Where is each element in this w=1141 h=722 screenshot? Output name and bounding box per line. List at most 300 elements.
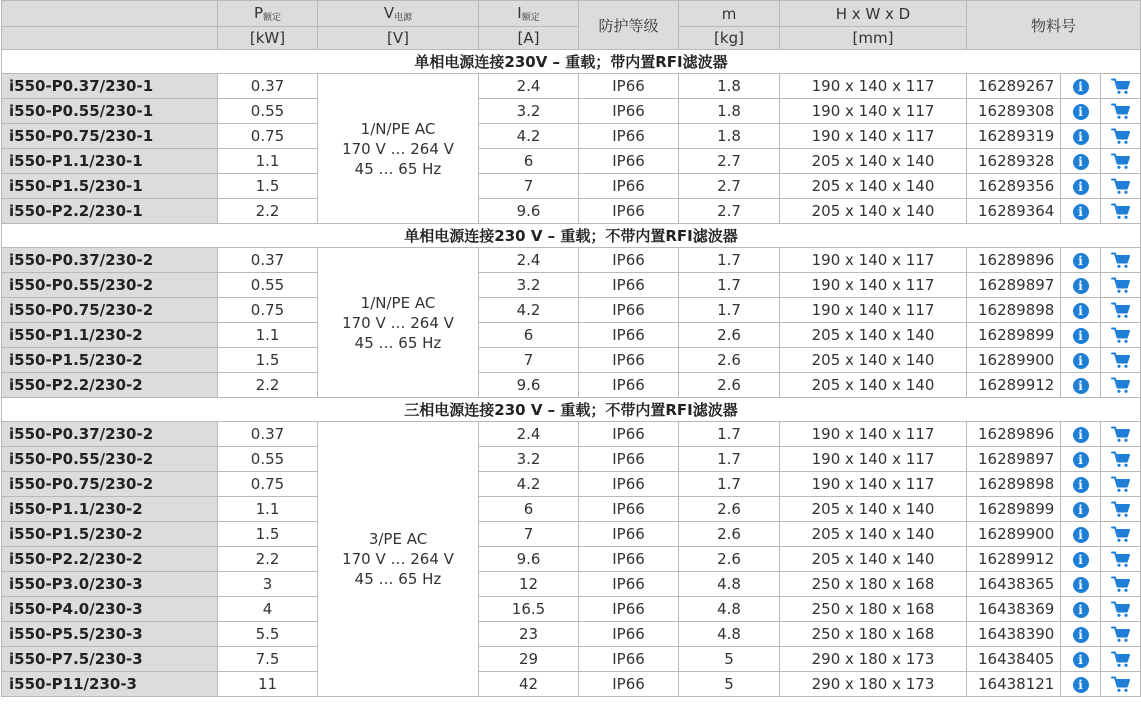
power-cell: 3 [218,572,318,597]
dims-cell: 205 x 140 x 140 [780,348,967,373]
info-icon[interactable]: i [1073,652,1089,668]
cart-cell [1101,298,1141,323]
part-number-cell: 16289898 [967,298,1061,323]
protection-cell: IP66 [579,248,679,273]
info-icon[interactable]: i [1073,452,1089,468]
part-number-cell: 16289896 [967,422,1061,447]
dims-cell: 290 x 180 x 173 [780,647,967,672]
current-cell: 2.4 [479,74,579,99]
cart-icon-glyph [1111,252,1131,269]
current-cell: 4.2 [479,124,579,149]
cart-icon-glyph [1111,526,1131,543]
table-row [2,174,1141,199]
info-cell [1061,472,1101,497]
section-title: 单相电源连接230 V – 重载；不带内置RFI滤波器 [2,224,1141,248]
info-icon[interactable]: i [1073,527,1089,543]
table-row [2,497,1141,522]
cart-cell [1101,422,1141,447]
cart-cell [1101,647,1141,672]
info-cell [1061,497,1101,522]
info-cell [1061,174,1101,199]
header-voltage-unit: [V] [318,27,479,50]
mass-cell: 2.6 [679,373,780,398]
dims-cell: 205 x 140 x 140 [780,199,967,224]
cart-icon-glyph [1111,78,1131,95]
info-icon[interactable]: i [1073,552,1089,568]
cart-icon[interactable] [1111,377,1131,394]
mass-cell: 2.7 [679,149,780,174]
cart-cell [1101,447,1141,472]
power-cell: 11 [218,672,318,697]
header-dims: H x W x D [780,1,967,27]
cart-icon[interactable] [1111,476,1131,493]
cart-cell [1101,323,1141,348]
dims-cell: 205 x 140 x 140 [780,522,967,547]
model-cell: i550-P1.1/230-1 [2,149,218,174]
current-cell: 9.6 [479,547,579,572]
table-row [2,248,1141,273]
dims-cell: 190 x 140 x 117 [780,273,967,298]
power-cell: 1.5 [218,174,318,199]
mass-cell: 2.6 [679,348,780,373]
mass-cell: 4.8 [679,572,780,597]
cart-icon[interactable] [1111,252,1131,269]
part-number-cell: 16289356 [967,174,1061,199]
info-icon[interactable]: i [1073,278,1089,294]
cart-icon-glyph [1111,601,1131,618]
table-row [2,647,1141,672]
table-body [2,50,1141,697]
part-number-cell: 16289899 [967,323,1061,348]
current-cell: 6 [479,497,579,522]
info-cell [1061,149,1101,174]
voltage-cell [318,74,479,224]
table-row [2,99,1141,124]
power-cell: 2.2 [218,199,318,224]
info-icon[interactable]: i [1073,253,1089,269]
header-mass-unit: [kg] [679,27,780,50]
current-cell: 9.6 [479,373,579,398]
current-cell: 2.4 [479,248,579,273]
current-cell: 3.2 [479,273,579,298]
part-number-cell: 16289900 [967,522,1061,547]
part-number-cell: 16438121 [967,672,1061,697]
mass-cell: 1.7 [679,298,780,323]
info-cell [1061,124,1101,149]
power-cell: 5.5 [218,622,318,647]
protection-cell: IP66 [579,273,679,298]
header-current: $I_{额定}$ [479,1,579,27]
part-number-cell: 16289308 [967,99,1061,124]
cart-icon[interactable] [1111,153,1131,170]
model-cell: i550-P2.2/230-1 [2,199,218,224]
protection-cell: IP66 [579,422,679,447]
protection-cell: IP66 [579,199,679,224]
cart-icon-glyph [1111,426,1131,443]
cart-icon[interactable] [1111,277,1131,294]
protection-cell: IP66 [579,647,679,672]
dims-cell: 190 x 140 x 117 [780,472,967,497]
header-power-unit: [kW] [218,27,318,50]
power-cell: 0.75 [218,472,318,497]
part-number-cell: 16438365 [967,572,1061,597]
info-cell [1061,422,1101,447]
cart-icon-glyph [1111,128,1131,145]
header-mass: m [679,1,780,27]
section-row [2,398,1141,422]
voltage-line: 170 V … 264 V [342,550,454,568]
info-cell [1061,672,1101,697]
info-icon[interactable]: i [1073,79,1089,95]
protection-cell: IP66 [579,547,679,572]
model-cell: i550-P0.75/230-2 [2,298,218,323]
mass-cell: 1.7 [679,248,780,273]
cart-cell [1101,373,1141,398]
section-row [2,224,1141,248]
cart-icon-glyph [1111,626,1131,643]
protection-cell: IP66 [579,522,679,547]
cart-icon[interactable] [1111,526,1131,543]
cart-cell [1101,348,1141,373]
info-icon[interactable]: i [1073,477,1089,493]
section-title: 单相电源连接230V – 重载；带内置RFI滤波器 [2,50,1141,74]
power-cell: 0.55 [218,447,318,472]
model-cell: i550-P0.75/230-1 [2,124,218,149]
table-row [2,622,1141,647]
cart-icon-glyph [1111,103,1131,120]
table-row [2,447,1141,472]
power-cell: 0.75 [218,124,318,149]
dims-cell: 250 x 180 x 168 [780,597,967,622]
protection-cell: IP66 [579,447,679,472]
info-cell [1061,447,1101,472]
info-icon[interactable]: i [1073,179,1089,195]
info-cell [1061,348,1101,373]
info-icon[interactable]: i [1073,378,1089,394]
part-number-cell: 16438390 [967,622,1061,647]
table-row [2,273,1141,298]
part-number-cell: 16289912 [967,373,1061,398]
current-cell: 7 [479,174,579,199]
info-icon[interactable]: i [1073,303,1089,319]
dims-cell: 190 x 140 x 117 [780,124,967,149]
mass-cell: 2.6 [679,522,780,547]
model-cell: i550-P0.55/230-2 [2,447,218,472]
cart-icon[interactable] [1111,302,1131,319]
cart-icon-glyph [1111,352,1131,369]
power-cell: 1.1 [218,323,318,348]
cart-icon-glyph [1111,451,1131,468]
cart-icon[interactable] [1111,78,1131,95]
power-cell: 0.37 [218,74,318,99]
part-number-cell: 16438369 [967,597,1061,622]
dims-cell: 205 x 140 x 140 [780,149,967,174]
current-cell: 42 [479,672,579,697]
protection-cell: IP66 [579,298,679,323]
section-title: 三相电源连接230 V – 重载；不带内置RFI滤波器 [2,398,1141,422]
cart-icon-glyph [1111,651,1131,668]
protection-cell: IP66 [579,672,679,697]
mass-cell: 2.6 [679,323,780,348]
model-cell: i550-P4.0/230-3 [2,597,218,622]
info-cell [1061,622,1101,647]
header-part-number: 物料号 [967,1,1141,50]
current-cell: 2.4 [479,422,579,447]
protection-cell: IP66 [579,572,679,597]
model-cell: i550-P0.75/230-2 [2,472,218,497]
table-row [2,547,1141,572]
power-cell: 0.75 [218,298,318,323]
cart-icon-glyph [1111,153,1131,170]
power-cell: 1.5 [218,348,318,373]
cart-cell [1101,74,1141,99]
cart-cell [1101,174,1141,199]
dims-cell: 250 x 180 x 168 [780,622,967,647]
dims-cell: 190 x 140 x 117 [780,298,967,323]
model-cell: i550-P0.37/230-1 [2,74,218,99]
cart-cell [1101,273,1141,298]
cart-cell [1101,547,1141,572]
info-cell [1061,522,1101,547]
cart-icon[interactable] [1111,128,1131,145]
info-cell [1061,199,1101,224]
model-cell: i550-P0.55/230-2 [2,273,218,298]
model-cell: i550-P0.55/230-1 [2,99,218,124]
current-cell: 3.2 [479,99,579,124]
protection-cell: IP66 [579,124,679,149]
model-cell: i550-P1.5/230-1 [2,174,218,199]
cart-icon-glyph [1111,302,1131,319]
cart-icon[interactable] [1111,626,1131,643]
dims-cell: 190 x 140 x 117 [780,248,967,273]
power-cell: 1.5 [218,522,318,547]
info-cell [1061,298,1101,323]
mass-cell: 2.6 [679,497,780,522]
dims-cell: 190 x 140 x 117 [780,99,967,124]
cart-icon[interactable] [1111,451,1131,468]
power-cell: 2.2 [218,373,318,398]
info-cell [1061,248,1101,273]
table-row [2,572,1141,597]
part-number-cell: 16289896 [967,248,1061,273]
cart-cell [1101,149,1141,174]
table-row [2,298,1141,323]
cart-icon-glyph [1111,178,1131,195]
current-cell: 7 [479,522,579,547]
protection-cell: IP66 [579,149,679,174]
info-cell [1061,572,1101,597]
info-icon[interactable]: i [1073,104,1089,120]
voltage-line: 170 V … 264 V [342,313,454,332]
model-cell: i550-P7.5/230-3 [2,647,218,672]
cart-cell [1101,248,1141,273]
header-dims-unit: [mm] [780,27,967,50]
part-number-cell: 16289364 [967,199,1061,224]
header-model-unit [2,27,218,50]
current-cell: 6 [479,149,579,174]
protection-cell: IP66 [579,597,679,622]
voltage-line: 1/N/PE AC [360,119,436,138]
info-cell [1061,597,1101,622]
cart-icon[interactable] [1111,501,1131,518]
header-voltage: $V_{电源}$ [318,1,479,27]
voltage-line: 3/PE AC [368,530,428,548]
part-number-cell: 16289897 [967,447,1061,472]
info-icon[interactable]: i [1073,353,1089,369]
part-number-cell: 16289899 [967,497,1061,522]
voltage-line: 170 V … 264 V [342,139,454,158]
dims-cell: 205 x 140 x 140 [780,547,967,572]
cart-cell [1101,472,1141,497]
dims-cell: 250 x 180 x 168 [780,572,967,597]
model-cell: i550-P11/230-3 [2,672,218,697]
cart-icon-glyph [1111,676,1131,693]
power-cell: 1.1 [218,497,318,522]
cart-icon[interactable] [1111,203,1131,220]
cart-icon[interactable] [1111,178,1131,195]
dims-cell: 205 x 140 x 140 [780,174,967,199]
current-cell: 23 [479,622,579,647]
model-cell: i550-P0.37/230-2 [2,248,218,273]
info-cell [1061,99,1101,124]
current-cell: 16.5 [479,597,579,622]
mass-cell: 1.8 [679,99,780,124]
table-row [2,199,1141,224]
info-cell [1061,273,1101,298]
cart-icon[interactable] [1111,352,1131,369]
part-number-cell: 16289328 [967,149,1061,174]
current-cell: 9.6 [479,199,579,224]
mass-cell: 1.8 [679,124,780,149]
cart-icon[interactable] [1111,576,1131,593]
protection-cell: IP66 [579,622,679,647]
cart-cell [1101,522,1141,547]
cart-icon[interactable] [1111,103,1131,120]
current-cell: 4.2 [479,298,579,323]
power-cell: 4 [218,597,318,622]
info-icon[interactable]: i [1073,502,1089,518]
part-number-cell: 16289897 [967,273,1061,298]
mass-cell: 4.8 [679,597,780,622]
table-row [2,323,1141,348]
table-row [2,74,1141,99]
info-icon[interactable]: i [1073,677,1089,693]
cart-icon-glyph [1111,377,1131,394]
model-cell: i550-P0.37/230-2 [2,422,218,447]
cart-icon-glyph [1111,476,1131,493]
info-cell [1061,647,1101,672]
dims-cell: 190 x 140 x 117 [780,422,967,447]
model-cell: i550-P1.5/230-2 [2,522,218,547]
info-cell [1061,74,1101,99]
cart-cell [1101,199,1141,224]
mass-cell: 4.8 [679,622,780,647]
voltage-cell [318,248,479,398]
current-cell: 12 [479,572,579,597]
current-cell: 3.2 [479,447,579,472]
cart-icon[interactable] [1111,651,1131,668]
protection-cell: IP66 [579,99,679,124]
mass-cell: 2.7 [679,199,780,224]
voltage-cell [318,422,479,697]
power-cell: 0.55 [218,273,318,298]
mass-cell: 5 [679,672,780,697]
model-cell: i550-P1.5/230-2 [2,348,218,373]
cart-cell [1101,597,1141,622]
part-number-cell: 16289900 [967,348,1061,373]
current-cell: 7 [479,348,579,373]
info-icon[interactable]: i [1073,602,1089,618]
header-model [2,1,218,27]
mass-cell: 1.7 [679,472,780,497]
power-cell: 0.37 [218,248,318,273]
cart-icon[interactable] [1111,551,1131,568]
info-icon[interactable]: i [1073,627,1089,643]
power-cell: 1.1 [218,149,318,174]
cart-icon-glyph [1111,327,1131,344]
info-icon[interactable]: i [1073,427,1089,443]
dims-cell: 205 x 140 x 140 [780,323,967,348]
protection-cell: IP66 [579,323,679,348]
header-protection: 防护等级 [579,1,679,50]
model-cell: i550-P2.2/230-2 [2,547,218,572]
cart-icon[interactable] [1111,426,1131,443]
cart-icon[interactable] [1111,676,1131,693]
model-cell: i550-P5.5/230-3 [2,622,218,647]
info-icon[interactable]: i [1073,328,1089,344]
mass-cell: 1.8 [679,74,780,99]
info-icon[interactable]: i [1073,204,1089,220]
protection-cell: IP66 [579,74,679,99]
mass-cell: 1.7 [679,422,780,447]
dims-cell: 205 x 140 x 140 [780,373,967,398]
power-cell: 0.55 [218,99,318,124]
model-cell: i550-P1.1/230-2 [2,323,218,348]
table-row [2,149,1141,174]
mass-cell: 2.6 [679,547,780,572]
model-cell: i550-P2.2/230-2 [2,373,218,398]
model-cell: i550-P1.1/230-2 [2,497,218,522]
table-row [2,522,1141,547]
info-cell [1061,547,1101,572]
info-cell [1061,373,1101,398]
info-cell [1061,323,1101,348]
cart-icon[interactable] [1111,601,1131,618]
power-cell: 0.37 [218,422,318,447]
product-table [1,0,1141,697]
table-row [2,672,1141,697]
part-number-cell: 16289912 [967,547,1061,572]
table-header [2,1,1141,50]
current-cell: 6 [479,323,579,348]
info-icon[interactable]: i [1073,129,1089,145]
cart-icon-glyph [1111,203,1131,220]
info-icon[interactable]: i [1073,154,1089,170]
dims-cell: 205 x 140 x 140 [780,497,967,522]
current-cell: 29 [479,647,579,672]
protection-cell: IP66 [579,472,679,497]
cart-icon-glyph [1111,501,1131,518]
cart-icon[interactable] [1111,327,1131,344]
cart-cell [1101,124,1141,149]
mass-cell: 1.7 [679,447,780,472]
voltage-line: 45 … 65 Hz [354,570,442,588]
protection-cell: IP66 [579,348,679,373]
cart-icon-glyph [1111,551,1131,568]
cart-icon-glyph [1111,277,1131,294]
info-icon[interactable]: i [1073,577,1089,593]
voltage-line: 45 … 65 Hz [354,159,442,178]
